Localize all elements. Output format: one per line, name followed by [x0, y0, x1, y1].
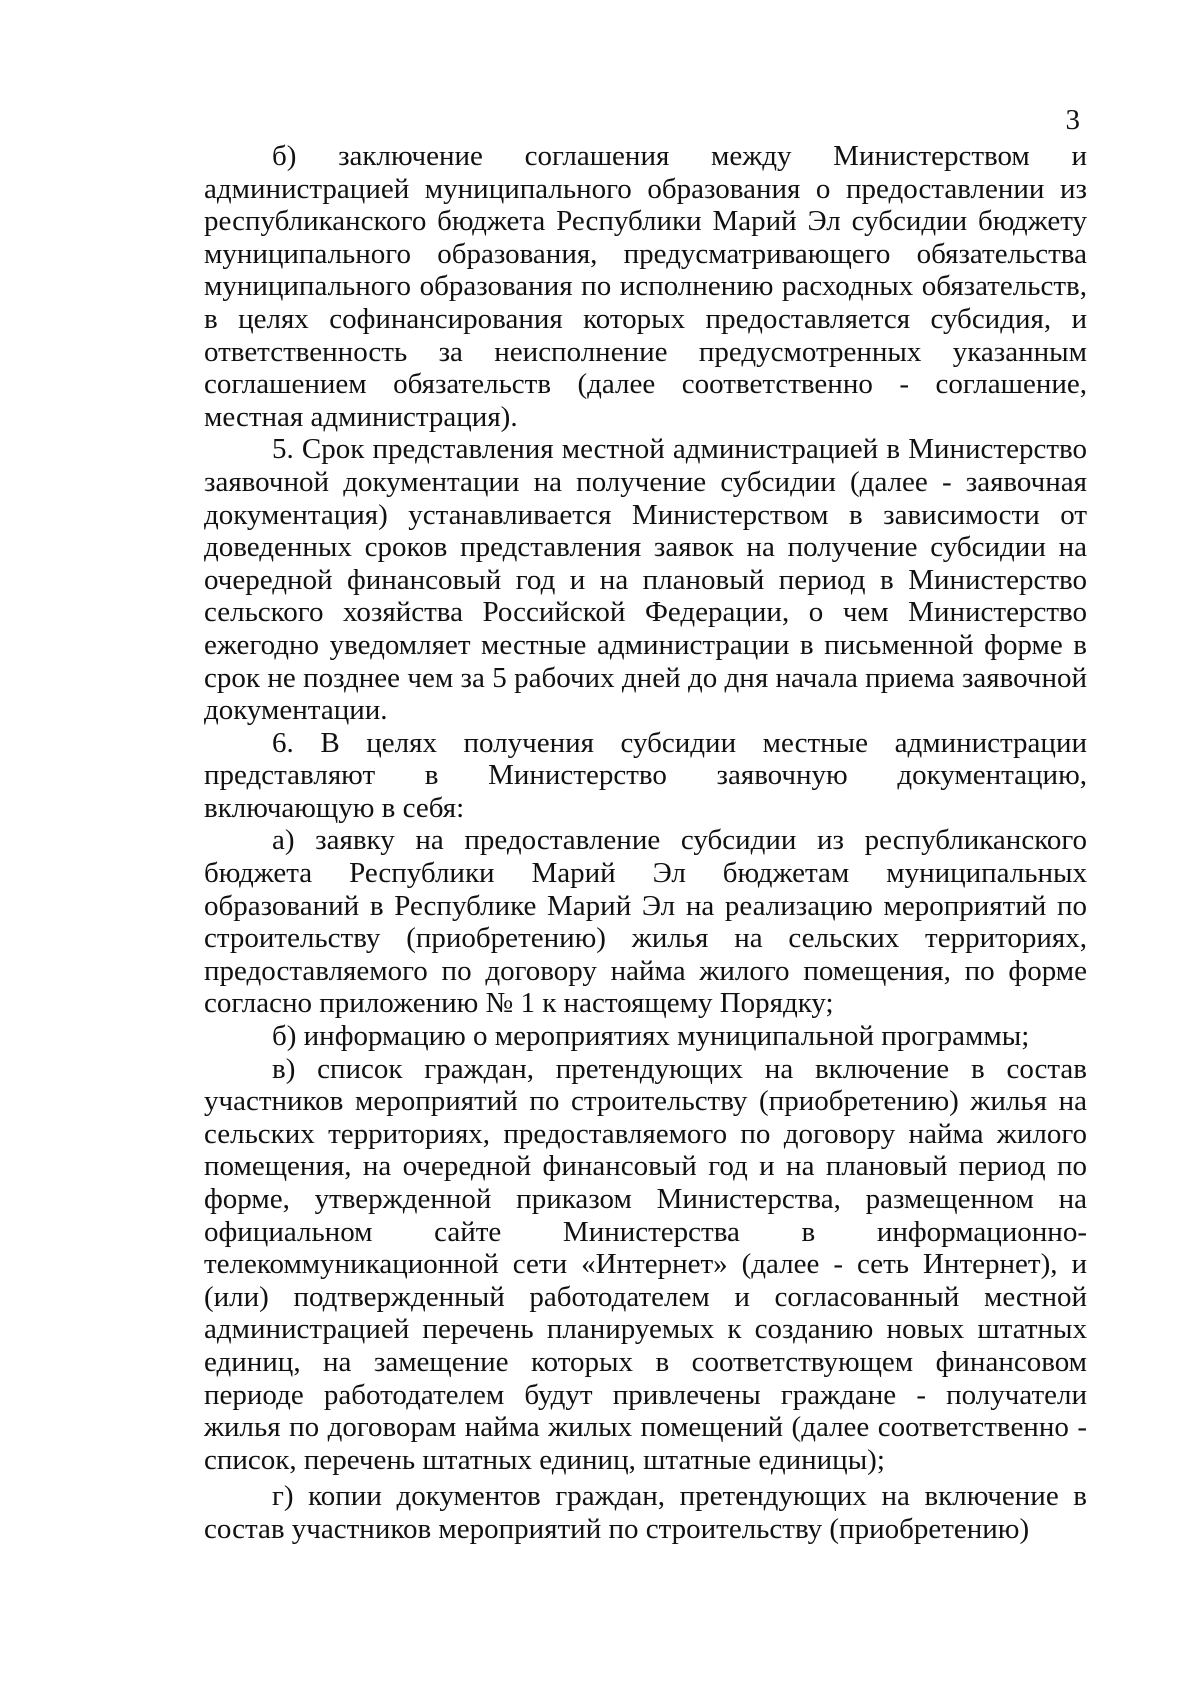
- paragraph-6a-application: а) заявку на предоставление субсидии из республиканского бюджета Республики Марий Эл бюджетам муниципальных образований в Республике Марий Эл на реализацию мероприятий по строительству (приобретению) жилья на сельских территориях, предоставляемого по договору найма жилого помещения, по форме согласно приложению № 1 к настоящему Порядку;: [204, 824, 1087, 1020]
- paragraph-4b-agreement: б) заключение соглашения между Министерством и администрацией муниципального образования о предоставлении из республиканского бюджета Республики Марий Эл субсидии бюджету муниципального образования, предусматривающего обязательства муниципального образования по исполнению расходных обязательств, в целях софинансирования которых предоставляется субсидия, и ответственность за неисполнение предусмотренных указанным соглашением обязательств (далее соответственно - соглашение, местная администрация).: [204, 140, 1087, 433]
- paragraph-6b-program-info: б) информацию о мероприятиях муниципальной программы;: [272, 1020, 1030, 1053]
- paragraph-5-deadline: 5. Срок представления местной администрацией в Министерство заявочной документации на получение субсидии (далее - заявочная документация) устанавливается Министерством в зависимости от доведенных сроков представления заявок на получение субсидии на очередной финансовый год и на плановый период в Министерство сельского хозяйства Российской Федерации, о чем Министерство ежегодно уведомляет местные администрации в письменной форме в срок не позднее чем за 5 рабочих дней до дня начала приема заявочной документации.: [204, 433, 1087, 727]
- page-number: 3: [1065, 104, 1080, 136]
- document-body: [204, 140, 1087, 1546]
- paragraph-6g-document-copies: г) копии документов граждан, претендующих на включение в состав участников мероприятий по строительству (приобретению): [204, 1480, 1087, 1545]
- paragraph-6-application-docs: 6. В целях получения субсидии местные администрации представляют в Министерство заявочную документацию, включающую в себя:: [204, 726, 1087, 824]
- paragraph-6v-citizens-list: в) список граждан, претендующих на включение в состав участников мероприятий по строительству (приобретению) жилья на сельских территориях, предоставляемого по договору найма жилого помещения, на очередной финансовый год и на плановый период по форме, утвержденной приказом Министерства, размещенном на официальном сайте Министерства в информационно-телекоммуникационной сети «Интернет» (далее - сеть Интернет), и (или) подтвержденный работодателем и согласованный местной администрацией перечень планируемых к созданию новых штатных единиц, на замещение которых в соответствующем финансовом периоде работодателем будут привлечены граждане - получатели жилья по договорам найма жилых помещений (далее соответственно - список, перечень штатных единиц, штатные единицы);: [204, 1052, 1087, 1476]
